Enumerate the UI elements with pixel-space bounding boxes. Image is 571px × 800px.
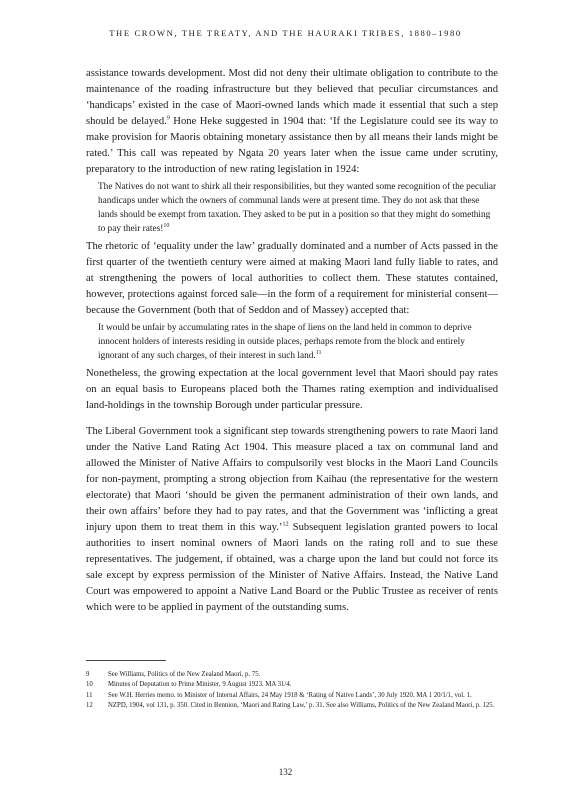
footnote-10 <box>86 680 498 689</box>
footnote-number: 11 <box>86 691 93 699</box>
footnote-11 <box>86 691 498 700</box>
footnote-9 <box>86 670 498 679</box>
block-quote-1-text: The Natives do not want to shirk all their responsibilities, but they wanted some recognition of the peculiar handicaps under which the owners of communal lands were at present time. They do not ask that these lands should be exempt from taxation. They asked to be put in a position so that they might do something to pay their rates! <box>98 182 497 234</box>
paragraph-3: Nonetheless, the growing expectation at the local government level that Maori should pay rates on an equal basis to Europeans placed both the Thames rating exemption and individualised land-holdings in the township Borough under particular pressure. <box>86 368 498 411</box>
footnote-ref-11: 11 <box>315 349 322 356</box>
paragraph-4-text-b: Subsequent legislation granted powers to local authorities to insert nominal owners of Maori lands on the rating roll and to sue these representatives. The judgement, if obtained, was a charge upon the land but could not force its sale except by express permission of the Minister of Native Affairs. Instead, the Native Land Court was empowered to appoint a Native Land Board or the Public Trustee as receiver of rents which were to be applied in payment of the outstanding sums. <box>86 522 499 613</box>
paragraph-1 <box>86 66 498 178</box>
body-text <box>86 66 498 616</box>
footnote-ref-10: 10 <box>163 222 170 229</box>
footnote-text: See W.H. Herries memo. to Minister of Internal Affairs, 24 May 1918 & ‘Rating of Native Lands’, 30 July 1920. MA 1 20/1/1, vol. 1. <box>108 691 472 699</box>
footnote-ref-9: 9 <box>166 115 170 122</box>
footnote-number: 12 <box>86 702 93 710</box>
footnote-ref-12: 12 <box>282 521 289 528</box>
footnote-number: 9 <box>86 671 90 678</box>
block-quote-1 <box>98 180 498 236</box>
block-quote-2 <box>98 321 498 363</box>
footnote-text: NZPD, 1904, vol 131, p. 350. Cited in Bennion, ‘Maori and Rating Law,’ p. 31. See also Williams, Politics of the New Zealand Maori, p. 125. <box>108 702 495 710</box>
footnote-text: Minutes of Deputation to Prime Minister, 9 August 1923. MA 31/4. <box>108 681 292 689</box>
running-head: THE CROWN, THE TREATY, AND THE HAURAKI TRIBES, 1880–1980 <box>109 28 462 38</box>
block-quote-2-text: It would be unfair by accumulating rates in the shape of liens on the land held in common to deprive innocent holders of interests residing in outside places, perhaps remote from the block and entirely ignorant of any such charges, of their interest in such land. <box>98 323 472 361</box>
footnote-12 <box>86 701 498 710</box>
page-number: 132 <box>278 767 293 777</box>
footnote-number: 10 <box>86 681 93 689</box>
paragraph-1-text-b: Hone Heke suggested in 1904 that: ‘If the Legislature could see its way to make provision for Maoris obtaining monetary assistance then by all means their lands might be rated.’ This call was repeated by Ngata 20 years later when the issue came under scrutiny, preparatory to the introduction of new rating legislation in 1924: <box>86 116 498 175</box>
footnote-rule <box>86 660 166 661</box>
paragraph-2: The rhetoric of ‘equality under the law’ gradually dominated and a number of Acts passed in the first quarter of the twentieth century were aimed at making Maori land fully liable to rates, and at strengthening the powers of local authorities to collect them. These statutes contained, however, protections against forced sale—in the form of a requirement for ministerial consent—because the Government (both that of Seddon and of Massey) accepted that: <box>86 241 498 316</box>
paragraph-4 <box>86 424 498 616</box>
footnotes <box>86 670 498 712</box>
paragraph-1-text-a: assistance towards development. Most did not deny their ultimate obligation to contribute to the maintenance of the roading infrastructure but they believed that peculiar circumstances and ‘handicaps’ existed in the case of Maori-owned lands which made it essential that such a step should be delayed. <box>86 68 498 127</box>
paragraph-4-text-a: The Liberal Government took a significant step towards strengthening powers to rate Maori land under the Native Land Rating Act 1904. This measure placed a tax on communal land and allowed the Minister of Native Affairs to compulsorily vest blocks in the Maori Land Councils for non-payment, prompting a strong objection from Kaihau (the representative for the western electorate) that Maori ‘should be given the permanent administration of their own lands, and their own affairs’ before they had to pay rates, and that the Government was ‘inflicting a great injury upon them to treat them in this way.’ <box>86 426 498 533</box>
footnote-text: See Williams, Politics of the New Zealand Maori, p. 75. <box>108 671 261 678</box>
